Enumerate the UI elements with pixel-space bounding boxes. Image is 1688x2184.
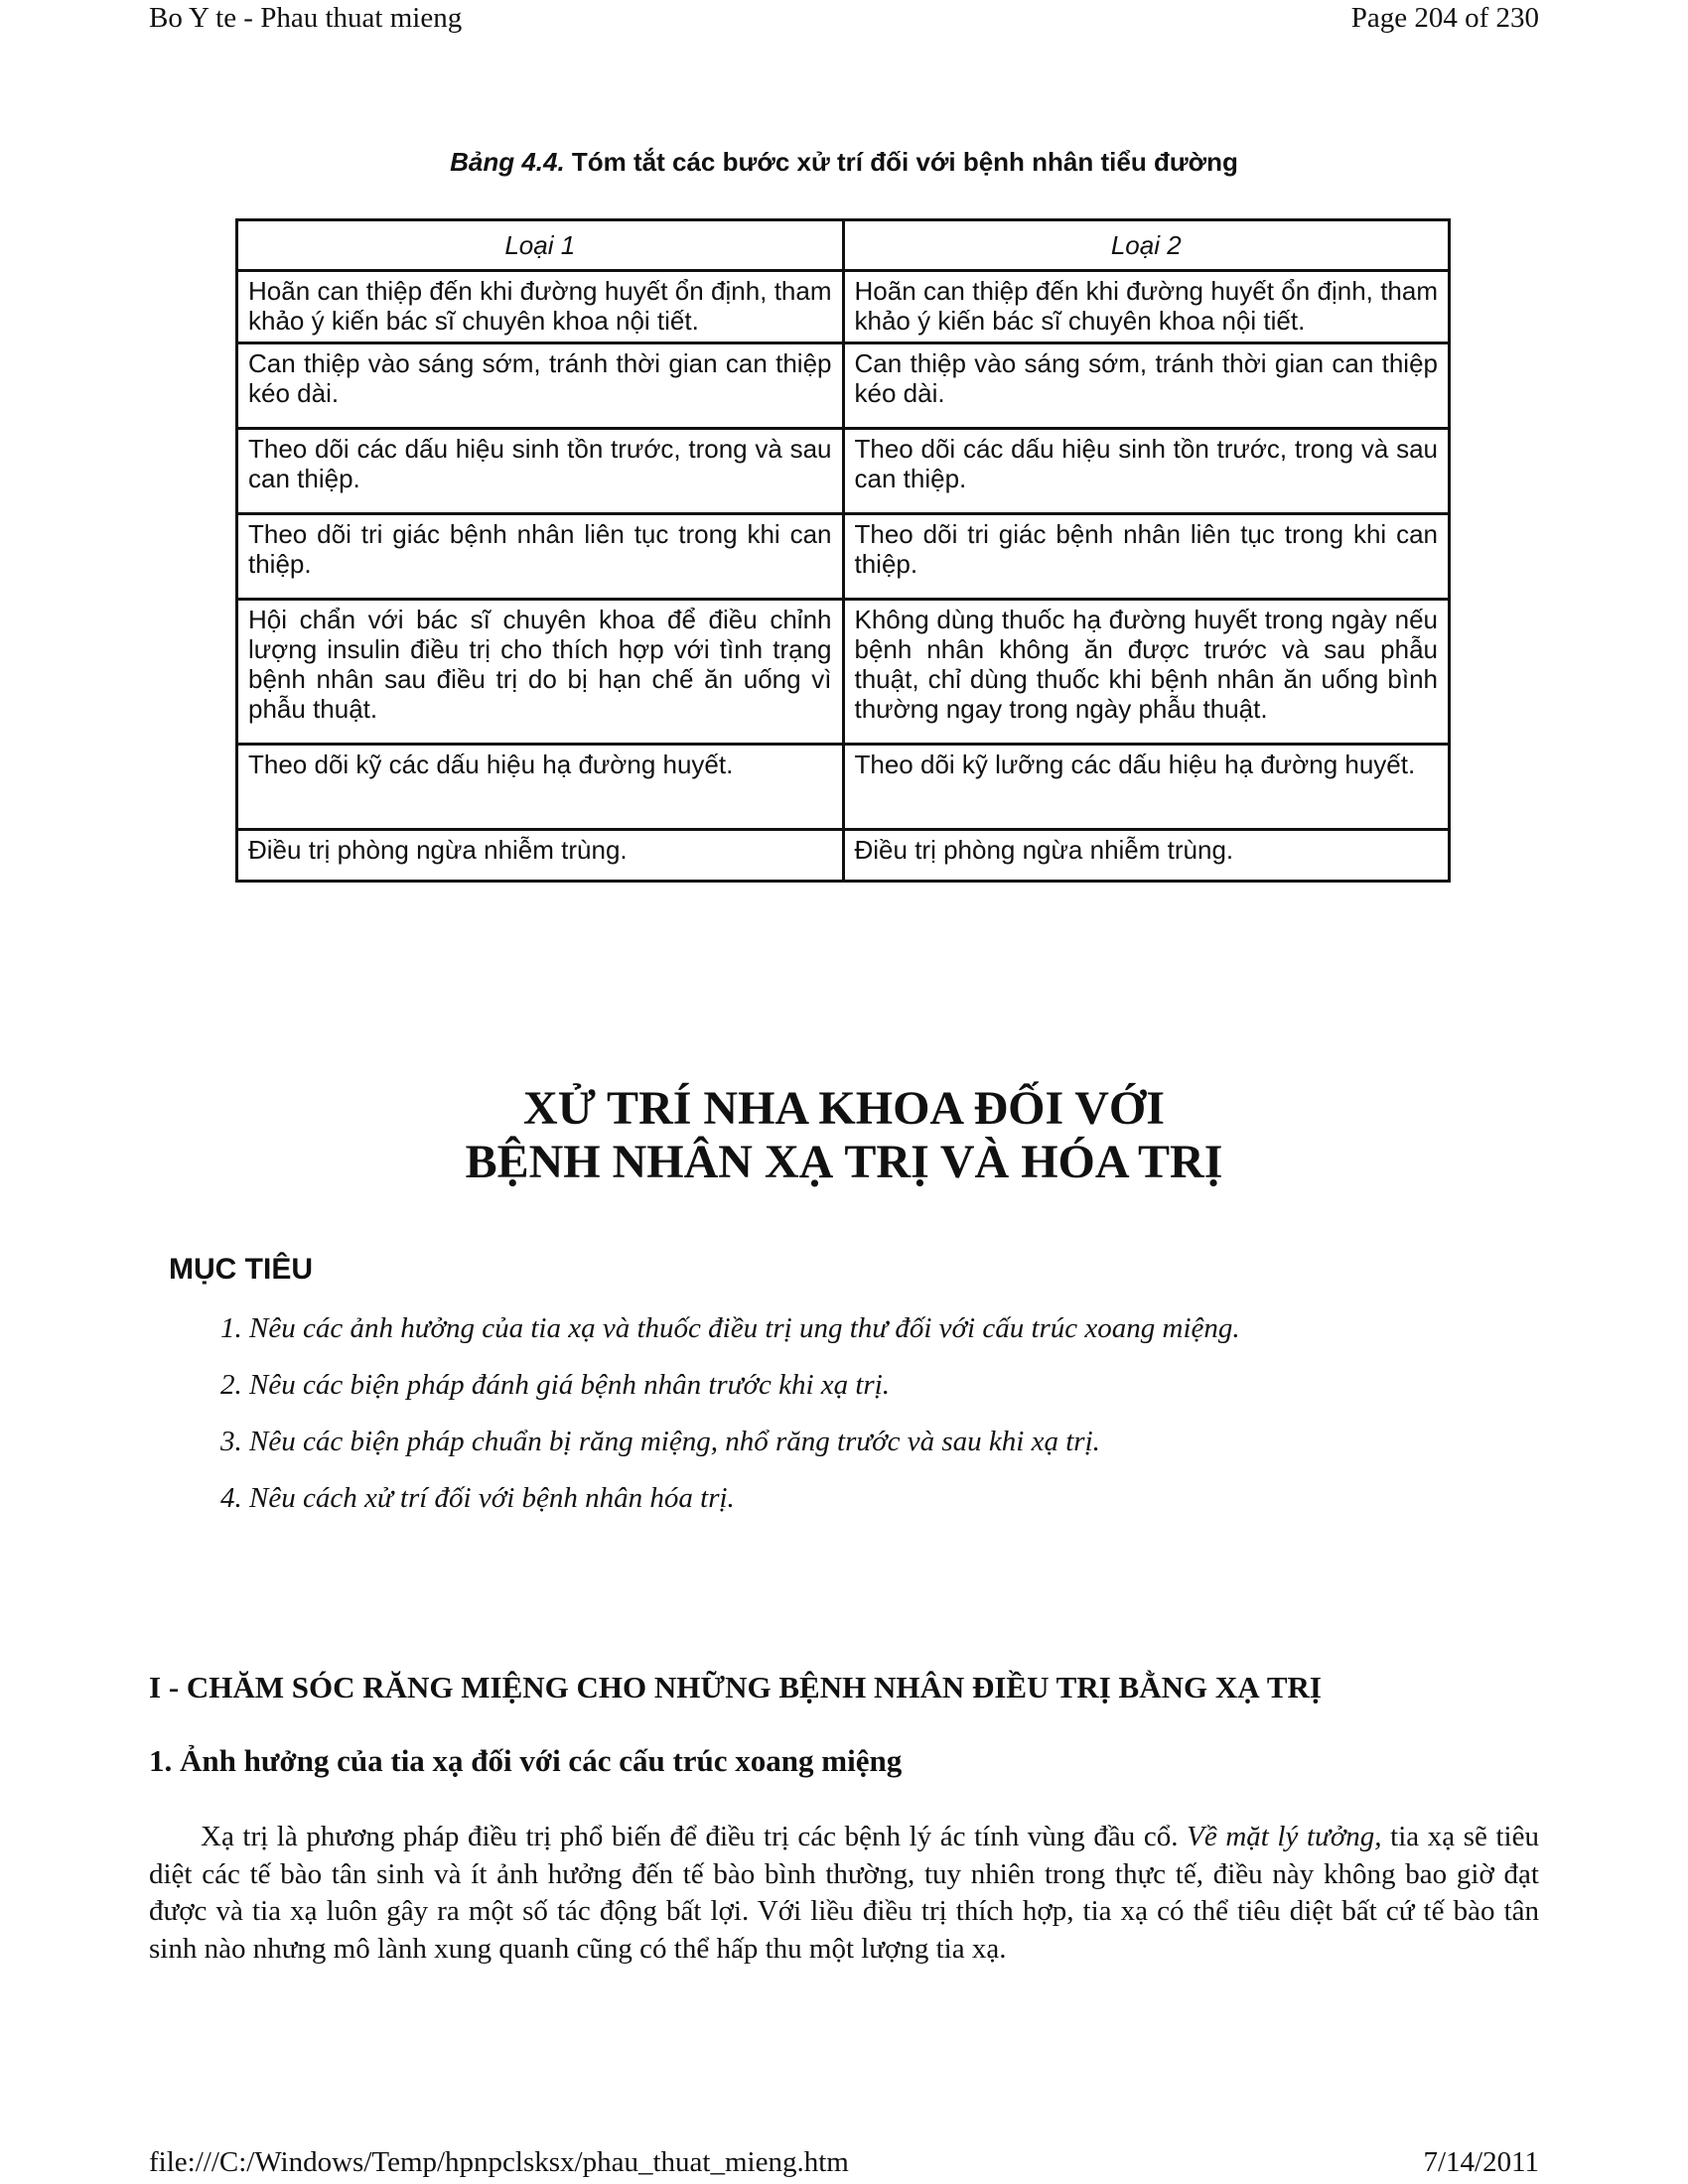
table-cell: Hội chẩn với bác sĩ chuyên khoa để điều chỉnh lượng insulin điều trị cho thích hợp với tình trạng bệnh nhân sau điều trị do bị hạn chế ăn uống vì phẫu thuật. (237, 600, 844, 745)
table-cell: Theo dõi kỹ lưỡng các dấu hiệu hạ đường huyết. (843, 745, 1450, 830)
table-cell: Can thiệp vào sáng sớm, tránh thời gian can thiệp kéo dài. (843, 343, 1450, 429)
table-caption (0, 147, 1688, 178)
table-cell: Theo dõi tri giác bệnh nhân liên tục trong khi can thiệp. (237, 514, 844, 600)
footer-date: 7/14/2011 (1423, 2146, 1539, 2178)
chapter-title (0, 1082, 1688, 1189)
table-cell: Không dùng thuốc hạ đường huyết trong ngày nếu bệnh nhân không ăn được trước và sau phẫu thuật, chỉ dùng thuốc khi bệnh nhân ăn uống bình thường ngay trong ngày phẫu thuật. (843, 600, 1450, 745)
table-cell: Điều trị phòng ngừa nhiễm trùng. (237, 830, 844, 882)
table-cell: Theo dõi kỹ các dấu hiệu hạ đường huyết. (237, 745, 844, 830)
table-cell: Theo dõi các dấu hiệu sinh tồn trước, trong và sau can thiệp. (237, 429, 844, 514)
table-cell: Điều trị phòng ngừa nhiễm trùng. (843, 830, 1450, 882)
paragraph-text: Xạ trị là phương pháp điều trị phổ biến để điều trị các bệnh lý ác tính vùng đầu cổ. (201, 1821, 1188, 1852)
table-cell: Theo dõi tri giác bệnh nhân liên tục trong khi can thiệp. (843, 514, 1450, 600)
list-item: 2. Nêu các biện pháp đánh giá bệnh nhân trước khi xạ trị. (220, 1369, 891, 1401)
page-number: Page 204 of 230 (1350, 2, 1539, 34)
table-row (237, 745, 1450, 830)
table-cell: Theo dõi các dấu hiệu sinh tồn trước, trong và sau can thiệp. (843, 429, 1450, 514)
footer-file-path: file:///C:/Windows/Temp/hpnpclsksx/phau_thuat_mieng.htm (149, 2146, 849, 2178)
table-header-row (237, 220, 1450, 271)
table-row (237, 600, 1450, 745)
table-caption-text: Tóm tắt các bước xử trí đối với bệnh nhân tiểu đường (564, 147, 1238, 177)
table-row (237, 514, 1450, 600)
list-item: 4. Nêu cách xử trí đối với bệnh nhân hóa trị. (220, 1482, 735, 1514)
table-row (237, 830, 1450, 882)
objectives-list (220, 1312, 1240, 1539)
table-row (237, 271, 1450, 343)
table-caption-label: Bảng 4.4. (450, 147, 565, 177)
header-title: Bo Y te - Phau thuat mieng (149, 2, 463, 34)
section-heading: I - CHĂM SÓC RĂNG MIỆNG CHO NHỮNG BỆNH NHÂN ĐIỀU TRỊ BẰNG XẠ TRỊ (149, 1670, 1322, 1705)
table-cell: Can thiệp vào sáng sớm, tránh thời gian can thiệp kéo dài. (237, 343, 844, 429)
paragraph-emphasis: Về mặt lý tưởng, (1187, 1821, 1382, 1852)
subsection-heading: 1. Ảnh hưởng của tia xạ đối với các cấu trúc xoang miệng (149, 1743, 903, 1778)
diabetes-summary-table (235, 218, 1451, 883)
body-paragraph (149, 1819, 1539, 1968)
table-row (237, 429, 1450, 514)
table-cell: Hoãn can thiệp đến khi đường huyết ổn định, tham khảo ý kiến bác sĩ chuyên khoa nội tiết. (237, 271, 844, 343)
paragraph-text: tia xạ sẽ tiêu diệt các tế bào tân sinh và ít ảnh hưởng đến tế bào bình thường, tuy nhiên trong thực tế, điều này không bao giờ đạt được và tia xạ luôn gây ra một số tác động bất lợi. Với liều điều trị thích hợp, tia xạ có thể tiêu diệt bất cứ tế bào tân sinh nào nhưng mô lành xung quanh cũng có thể hấp thu một lượng tia xạ. (149, 1821, 1539, 1965)
chapter-title-line: BỆNH NHÂN XẠ TRỊ VÀ HÓA TRỊ (465, 1136, 1223, 1188)
column-header: Loại 1 (237, 220, 844, 271)
list-item: 3. Nêu các biện pháp chuẩn bị răng miệng, nhổ răng trước và sau khi xạ trị. (220, 1426, 1100, 1457)
table-row (237, 343, 1450, 429)
objectives-heading: MỤC TIÊU (169, 1253, 313, 1286)
list-item: 1. Nêu các ảnh hưởng của tia xạ và thuốc điều trị ung thư đối với cấu trúc xoang miệng. (220, 1312, 1240, 1344)
table-cell: Hoãn can thiệp đến khi đường huyết ổn định, tham khảo ý kiến bác sĩ chuyên khoa nội tiết. (843, 271, 1450, 343)
chapter-title-line: XỬ TRÍ NHA KHOA ĐỐI VỚI (523, 1082, 1165, 1135)
column-header: Loại 2 (843, 220, 1450, 271)
